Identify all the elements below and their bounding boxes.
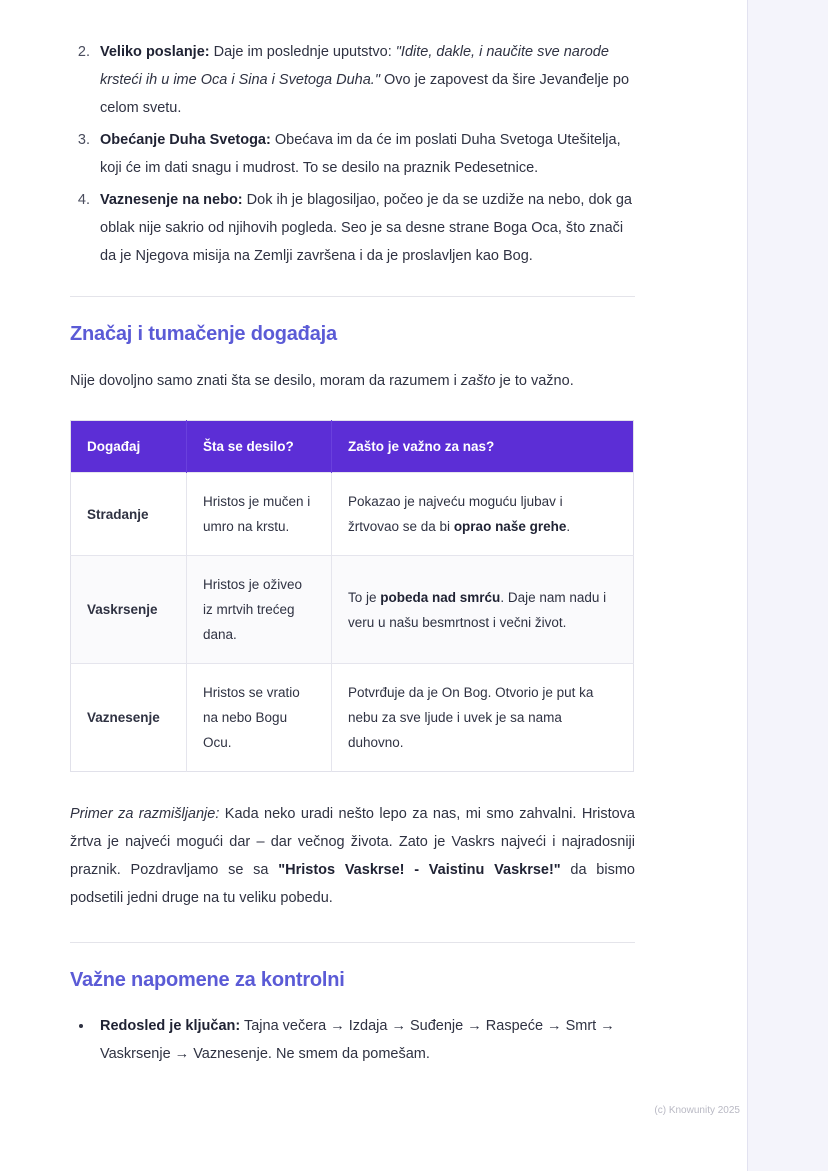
table-cell-event: Stradanje (71, 473, 187, 556)
table-cell-what: Hristos se vratio na nebo Bogu Ocu. (187, 664, 332, 772)
table-header-event: Događaj (71, 421, 187, 473)
right-side-rail (747, 0, 828, 1171)
list-item-text: Obećava im da će im poslati Duha Svetoga Utešitelja, koji će im dati snagu i mudrost. To se desilo na praznik Pedesetnice. (100, 132, 621, 176)
list-item-title: Veliko poslanje: (100, 44, 210, 60)
example-lead-italic: Primer za razmišljanje: (70, 806, 220, 822)
lead-text-before: Nije dovoljno samo znati šta se desilo, moram da razumem i (70, 373, 461, 389)
document-content (70, 0, 635, 1068)
why-text-1: Pokazao je najveću moguću ljubav i žrtvovao se da bi (348, 494, 563, 534)
table-cell-what: Hristos je mučen i umro na krstu. (187, 473, 332, 556)
table-header-why: Zašto je važno za nas? (332, 421, 634, 473)
list-item-text-2: Ovo je zapovest da šire Jevanđelje po celom svetu. (100, 72, 630, 116)
table-header-row (71, 421, 634, 473)
example-text-2: da bismo podsetili jedni druge na tu veliku pobedu. (70, 862, 635, 906)
table-cell-why (332, 664, 634, 772)
lead-text-after: je to važno. (495, 373, 574, 389)
list-item (94, 126, 635, 182)
why-text-2: . (566, 519, 571, 534)
table-row (71, 473, 634, 556)
note-title: Redosled je ključan: (100, 1018, 241, 1034)
list-item (94, 1012, 635, 1068)
example-text-1: Kada neko uradi nešto lepo za nas, mi smo zahvalni. Hristova žrtva je najveći mogući dar – dar večnog života. Zato je Vaskrs najveći i najradosniji praznik. Pozdravljamo se sa (70, 806, 635, 878)
numbered-list (70, 0, 635, 270)
list-item-text: Dok ih je blagosiljao, počeo je da se uzdiže na nebo, dok ga oblak nije sakrio od njihovih pogleda. Seo je sa desne strane Boga Oca, što znači da je Njegova misija na Zemlji završena i da je proslavljen kao Bog. (100, 192, 632, 264)
why-text-bold: pobeda nad smrću (380, 589, 501, 605)
notes-bullet-list (70, 1012, 635, 1068)
table-cell-what: Hristos je oživeo iz mrtvih trećeg dana. (187, 556, 332, 664)
list-item-title: Vaznesenje na nebo: (100, 192, 243, 208)
why-text-2: . Daje nam nadu i veru u našu besmrtnost i večni život. (348, 589, 607, 630)
table-cell-event: Vaznesenje (71, 664, 187, 772)
divider (70, 296, 635, 297)
table-row (71, 664, 634, 772)
list-item-quote: "Idite, dakle, i naučite sve narode krsteći ih u ime Oca i Sina i Svetoga Duha." (100, 44, 609, 88)
section-heading-znacaj: Značaj i tumačenje događaja (70, 323, 337, 345)
copyright-footer: (c) Knowunity 2025 (654, 1105, 740, 1116)
table-header-what: Šta se desilo? (187, 421, 332, 473)
why-text-1: Potvrđuje da je On Bog. Otvorio je put ka nebu za sve ljude i uvek je sa nama duhovno. (348, 685, 594, 750)
note-text: Tajna večera → Izdaja → Suđenje → Raspeće → Smrt → Vaskrsenje → Vaznesenje. Ne smem da pomešam. (100, 1018, 615, 1062)
table-header (71, 421, 634, 473)
list-item-title: Obećanje Duha Svetoga: (100, 132, 271, 148)
lead-text-italic: zašto (460, 373, 496, 389)
example-paragraph (70, 800, 635, 912)
list-item (94, 38, 635, 122)
divider-2 (70, 942, 635, 943)
table-cell-why (332, 473, 634, 556)
list-item-text: Daje im poslednje uputstvo: (209, 44, 396, 60)
example-bold-quote: "Hristos Vaskrse! - Vaistinu Vaskrse!" (278, 862, 561, 878)
why-text-1: To je (348, 589, 381, 605)
section-lead-paragraph (70, 368, 635, 394)
section-heading-napomene: Važne napomene za kontrolni (70, 969, 345, 991)
why-text-bold: oprao naše grehe (453, 519, 567, 534)
table-cell-event: Vaskrsenje (71, 556, 187, 664)
table-row (71, 556, 634, 664)
table-body (71, 473, 634, 772)
table-cell-why (332, 556, 634, 664)
comparison-table (70, 420, 634, 772)
list-item (94, 186, 635, 270)
